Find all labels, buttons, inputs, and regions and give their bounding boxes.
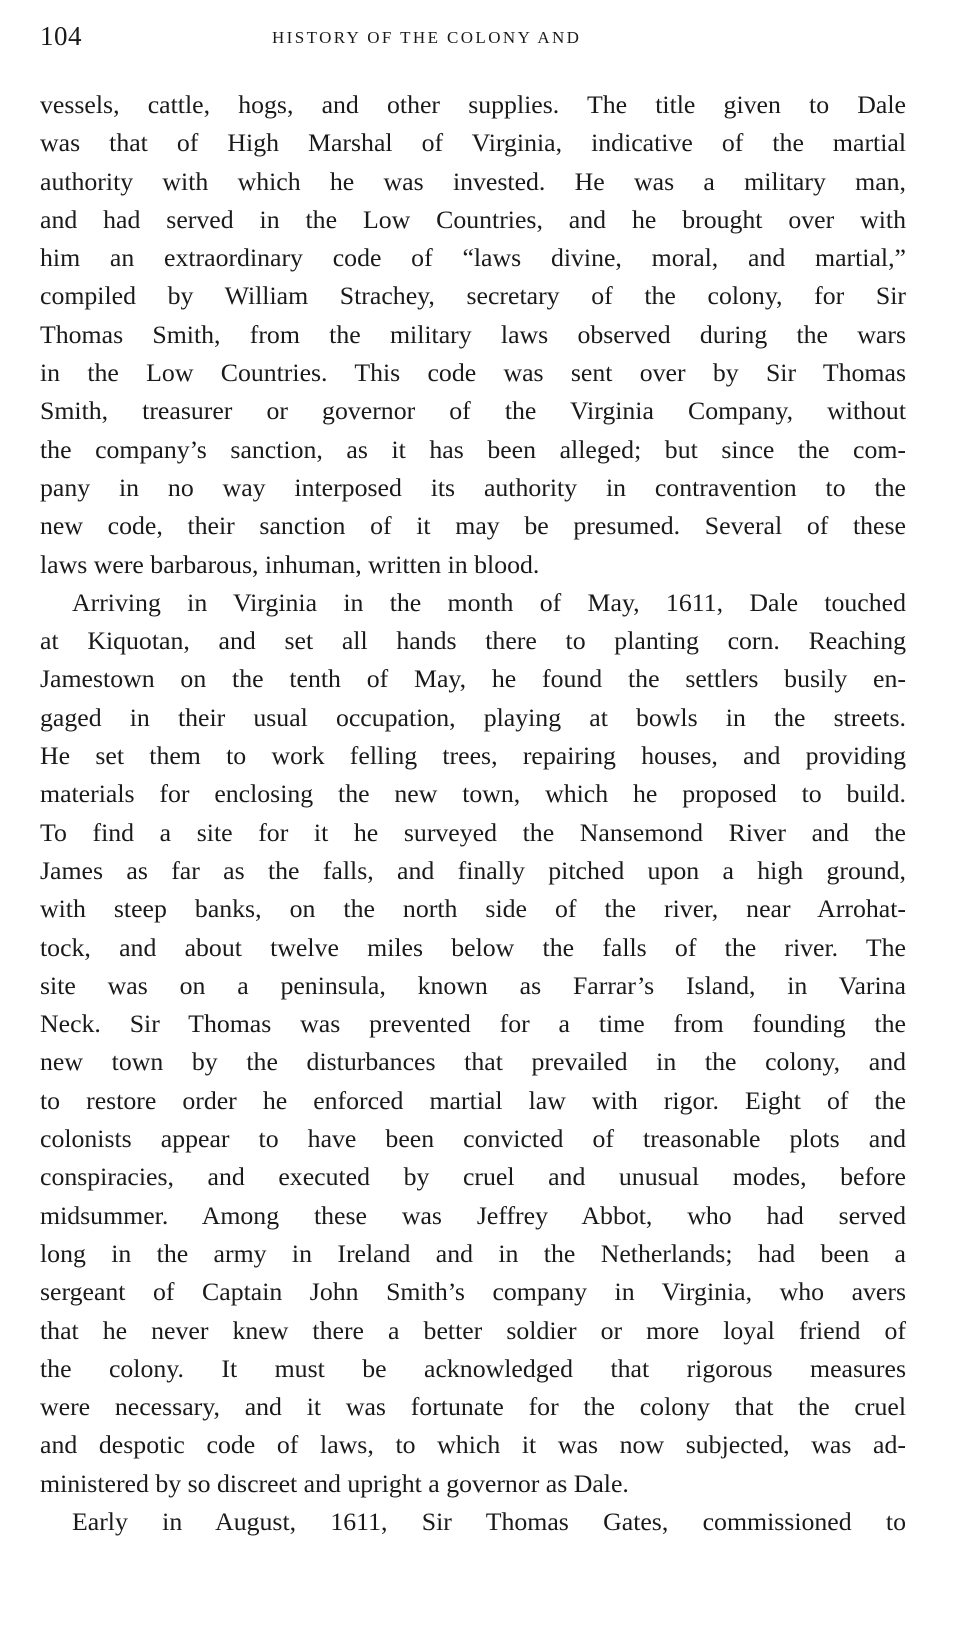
text-line: and despotic code of laws, to which it was now subjected, was ad- bbox=[40, 1430, 906, 1460]
text-line: were necessary, and it was fortunate for the colony that the cruel bbox=[40, 1392, 906, 1422]
text-line: to restore order he enforced martial law with rigor. Eight of the bbox=[40, 1085, 906, 1115]
paragraph-end-line: laws were barbarous, inhuman, written in blood. bbox=[40, 549, 540, 579]
text-line: Thomas Smith, from the military laws observed during the wars bbox=[40, 319, 906, 349]
text-line: him an extraordinary code of “laws divine, moral, and martial,” bbox=[40, 243, 906, 273]
text-line: materials for enclosing the new town, which he proposed to build. bbox=[40, 779, 906, 809]
text-line: was that of High Marshal of Virginia, indicative of the martial bbox=[40, 128, 906, 158]
text-line: tock, and about twelve miles below the falls of the river. The bbox=[40, 932, 906, 962]
text-line: Neck. Sir Thomas was prevented for a time from founding the bbox=[40, 1009, 906, 1039]
text-line: vessels, cattle, hogs, and other supplies. The title given to Dale bbox=[40, 90, 906, 119]
paragraph-start-line: Early in August, 1611, Sir Thomas Gates, commissioned to bbox=[72, 1506, 906, 1536]
text-line: new town by the disturbances that prevailed in the colony, and bbox=[40, 1047, 906, 1077]
text-line: the company’s sanction, as it has been alleged; but since the com- bbox=[40, 434, 906, 464]
text-line: compiled by William Strachey, secretary of the colony, for Sir bbox=[40, 281, 906, 311]
text-line: James as far as the falls, and finally pitched upon a high ground, bbox=[40, 855, 906, 885]
text-line: site was on a peninsula, known as Farrar’s Island, in Varina bbox=[40, 970, 906, 1000]
running-head bbox=[40, 18, 910, 54]
text-line: To find a site for it he surveyed the Nansemond River and the bbox=[40, 817, 906, 847]
running-title: HISTORY OF THE COLONY AND bbox=[272, 28, 582, 47]
text-line: authority with which he was invested. He was a military man, bbox=[40, 166, 906, 196]
text-line: gaged in their usual occupation, playing at bowls in the streets. bbox=[40, 702, 906, 732]
text-line: long in the army in Ireland and in the Netherlands; had been a bbox=[40, 1238, 906, 1268]
text-line: that he never knew there a better soldier or more loyal friend of bbox=[40, 1315, 906, 1345]
paragraph-start-line: Arriving in Virginia in the month of May, 1611, Dale touched bbox=[72, 587, 906, 617]
text-line: conspiracies, and executed by cruel and unusual modes, before bbox=[40, 1162, 906, 1192]
page-number: 104 bbox=[40, 21, 82, 51]
text-line: in the Low Countries. This code was sent over by Sir Thomas bbox=[40, 358, 906, 388]
text-line: new code, their sanction of it may be presumed. Several of these bbox=[40, 511, 906, 541]
text-line: the colony. It must be acknowledged that rigorous measures bbox=[40, 1353, 906, 1383]
text-line: with steep banks, on the north side of the river, near Arrohat- bbox=[40, 894, 906, 924]
text-line: Smith, treasurer or governor of the Virginia Company, without bbox=[40, 396, 906, 426]
text-line: midsummer. Among these was Jeffrey Abbot, who had served bbox=[40, 1200, 906, 1230]
text-line: He set them to work felling trees, repairing houses, and providing bbox=[40, 741, 906, 771]
text-line: colonists appear to have been convicted of treasonable plots and bbox=[40, 1124, 906, 1154]
text-line: and had served in the Low Countries, and he brought over with bbox=[40, 204, 906, 234]
text-line: sergeant of Captain John Smith’s company in Virginia, who avers bbox=[40, 1277, 906, 1307]
body-text bbox=[40, 86, 906, 1541]
text-line: pany in no way interposed its authority in contravention to the bbox=[40, 472, 906, 502]
text-line: Jamestown on the tenth of May, he found the settlers busily en- bbox=[40, 664, 906, 694]
text-line: at Kiquotan, and set all hands there to planting corn. Reaching bbox=[40, 626, 906, 656]
paragraph-end-line: ministered by so discreet and upright a governor as Dale. bbox=[40, 1468, 629, 1498]
